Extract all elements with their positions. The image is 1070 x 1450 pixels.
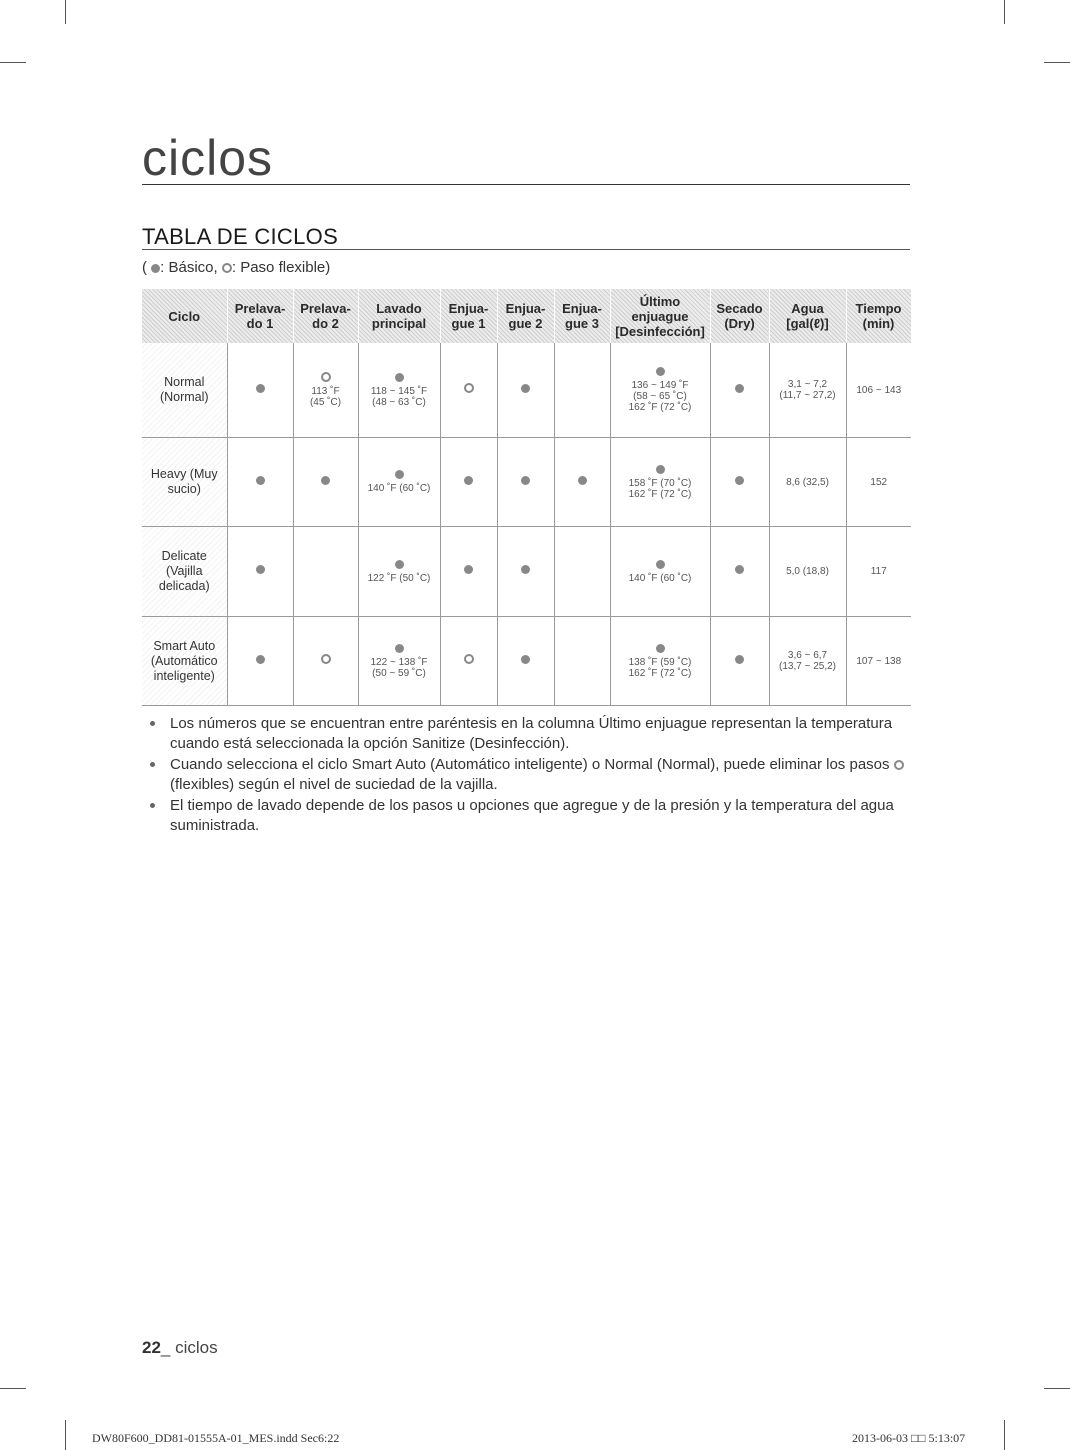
cell-text: 140 ˚F (60 ˚C) bbox=[628, 572, 692, 584]
cell-text: 140 ˚F (60 ˚C) bbox=[367, 483, 431, 494]
crop-mark bbox=[1044, 62, 1070, 63]
table-heading-text: TABLA DE CICLOS bbox=[142, 224, 339, 249]
table-cell bbox=[497, 438, 554, 527]
table-cell bbox=[610, 527, 710, 617]
table-row bbox=[142, 527, 911, 617]
crop-mark bbox=[1044, 1388, 1070, 1389]
legend-paren: ( bbox=[142, 259, 147, 276]
open-dot-icon bbox=[894, 760, 904, 770]
full-dot-icon bbox=[578, 476, 587, 485]
bullet-icon bbox=[150, 762, 155, 767]
section-title bbox=[142, 132, 910, 185]
bullet-icon bbox=[150, 721, 155, 726]
table-cell bbox=[846, 438, 911, 527]
page-label: _ ciclos bbox=[160, 1338, 218, 1357]
date-slug: 2013-06-03 □□ 5:13:07 bbox=[852, 1431, 966, 1445]
cell-text: 158 ˚F (70 ˚C) 162 ˚F (72 ˚C) bbox=[628, 477, 692, 500]
full-dot-icon bbox=[735, 476, 744, 485]
column-header: Prelava- do 1 bbox=[227, 289, 293, 343]
crop-mark bbox=[1004, 0, 1005, 24]
full-dot-icon bbox=[521, 476, 530, 485]
table-cell bbox=[497, 527, 554, 617]
legend-basic-label: : Básico, bbox=[160, 259, 218, 276]
table-row bbox=[142, 343, 911, 438]
note-text: Los números que se encuentran entre paréntesis en la columna Último enjuague representan la temperatura cuando está seleccionada la opción Sanitize (Desinfección). bbox=[170, 715, 893, 752]
table-cell bbox=[497, 617, 554, 706]
open-dot-icon bbox=[321, 654, 331, 664]
crop-mark bbox=[65, 1420, 66, 1450]
table-cell bbox=[358, 617, 440, 706]
table-cell bbox=[497, 343, 554, 438]
table-heading bbox=[142, 224, 910, 250]
cycle-name: Delicate (Vajilla delicada) bbox=[142, 527, 227, 617]
full-dot-icon bbox=[464, 565, 473, 574]
cell-text: 118 ~ 145 ˚F (48 ~ 63 ˚C) bbox=[370, 385, 428, 408]
cell-text: 106 ~ 143 bbox=[856, 384, 902, 396]
table-cell bbox=[554, 343, 610, 438]
full-dot-icon bbox=[256, 384, 265, 393]
cell-text: 136 ~ 149 ˚F (58 ~ 65 ˚C) 162 ˚F (72 ˚C) bbox=[628, 380, 692, 413]
table-cell bbox=[554, 617, 610, 706]
table-cell bbox=[293, 438, 358, 527]
full-dot-icon bbox=[151, 264, 160, 273]
file-slug: DW80F600_DD81-01555A-01_MES.indd Sec6:22 bbox=[92, 1431, 340, 1445]
full-dot-icon bbox=[395, 373, 404, 382]
column-header: Último enjuague [Desinfección] bbox=[610, 289, 710, 343]
open-dot-icon bbox=[464, 383, 474, 393]
table-cell bbox=[769, 527, 846, 617]
table-cell bbox=[554, 527, 610, 617]
full-dot-icon bbox=[735, 655, 744, 664]
cell-text: 3,1 ~ 7,2 (11,7 ~ 27,2) bbox=[779, 379, 836, 401]
cell-text: 152 bbox=[870, 476, 888, 488]
table-cell bbox=[710, 343, 769, 438]
table-cell bbox=[610, 343, 710, 438]
column-header: Tiempo (min) bbox=[846, 289, 911, 343]
table-cell bbox=[769, 617, 846, 706]
cell-text: 122 ~ 138 ˚F (50 ~ 59 ˚C) bbox=[370, 656, 428, 679]
full-dot-icon bbox=[464, 476, 473, 485]
column-header: Secado (Dry) bbox=[710, 289, 769, 343]
full-dot-icon bbox=[656, 465, 665, 474]
table-body bbox=[142, 343, 911, 706]
table-row bbox=[142, 438, 911, 527]
cycle-name: Heavy (Muy sucio) bbox=[142, 438, 227, 527]
table-cell bbox=[293, 527, 358, 617]
cycle-table bbox=[142, 289, 912, 706]
cell-text: 138 ˚F (59 ˚C) 162 ˚F (72 ˚C) bbox=[628, 656, 692, 679]
crop-mark bbox=[0, 1388, 26, 1389]
open-dot-icon bbox=[321, 372, 331, 382]
note-item bbox=[150, 755, 910, 795]
cycle-name: Normal (Normal) bbox=[142, 343, 227, 438]
full-dot-icon bbox=[321, 476, 330, 485]
column-header: Lavado principal bbox=[358, 289, 440, 343]
cell-text: 3,6 ~ 6,7 (13,7 ~ 25,2) bbox=[779, 650, 836, 672]
full-dot-icon bbox=[395, 470, 404, 479]
table-cell bbox=[440, 343, 497, 438]
table-cell bbox=[710, 527, 769, 617]
table-cell bbox=[846, 617, 911, 706]
table-cell bbox=[610, 438, 710, 527]
cell-text: 122 ˚F (50 ˚C) bbox=[367, 572, 431, 584]
legend bbox=[142, 259, 330, 276]
full-dot-icon bbox=[256, 565, 265, 574]
section-title-text: ciclos bbox=[142, 130, 274, 186]
crop-mark bbox=[0, 62, 26, 63]
column-header: Enjua- gue 2 bbox=[497, 289, 554, 343]
note-item bbox=[150, 796, 910, 836]
open-dot-icon bbox=[464, 654, 474, 664]
note-item bbox=[150, 714, 910, 754]
column-header: Agua [gal(ℓ)] bbox=[769, 289, 846, 343]
table-cell bbox=[293, 617, 358, 706]
table-cell bbox=[227, 343, 293, 438]
page-footer bbox=[142, 1338, 218, 1358]
table-cell bbox=[846, 343, 911, 438]
note-text: Cuando selecciona el ciclo Smart Auto (Automático inteligente) o Normal (Normal), puede eliminar los pasos bbox=[170, 756, 890, 773]
open-dot-icon bbox=[222, 263, 232, 273]
column-header: Enjua- gue 3 bbox=[554, 289, 610, 343]
table-cell bbox=[358, 527, 440, 617]
note-text: (flexibles) según el nivel de suciedad de la vajilla. bbox=[170, 776, 498, 793]
full-dot-icon bbox=[395, 560, 404, 569]
table-cell bbox=[293, 343, 358, 438]
table-cell bbox=[554, 438, 610, 527]
legend-flexible-label: : Paso flexible) bbox=[231, 259, 331, 276]
table-cell bbox=[358, 343, 440, 438]
full-dot-icon bbox=[656, 644, 665, 653]
full-dot-icon bbox=[256, 655, 265, 664]
full-dot-icon bbox=[735, 384, 744, 393]
column-header: Enjua- gue 1 bbox=[440, 289, 497, 343]
page-number: 22 bbox=[142, 1338, 161, 1357]
table-cell bbox=[610, 617, 710, 706]
table-cell bbox=[440, 617, 497, 706]
full-dot-icon bbox=[395, 644, 404, 653]
full-dot-icon bbox=[521, 655, 530, 664]
table-cell bbox=[846, 527, 911, 617]
table-cell bbox=[227, 527, 293, 617]
table-header-row bbox=[142, 289, 911, 343]
full-dot-icon bbox=[656, 367, 665, 376]
table-cell bbox=[358, 438, 440, 527]
table-cell bbox=[710, 617, 769, 706]
note-text: El tiempo de lavado depende de los pasos u opciones que agregue y de la presión y la temperatura del agua suministrada. bbox=[170, 797, 894, 834]
cell-text: 5,0 (18,8) bbox=[786, 566, 829, 577]
table-cell bbox=[227, 438, 293, 527]
crop-mark bbox=[65, 0, 66, 24]
column-header: Ciclo bbox=[142, 289, 227, 343]
full-dot-icon bbox=[256, 476, 265, 485]
full-dot-icon bbox=[521, 384, 530, 393]
table-cell bbox=[769, 438, 846, 527]
cell-text: 117 bbox=[870, 566, 887, 577]
cell-text: 107 ~ 138 bbox=[856, 655, 902, 667]
cell-text: 113 ˚F (45 ˚C) bbox=[309, 386, 342, 408]
bullet-icon bbox=[150, 803, 155, 808]
crop-mark bbox=[1004, 1420, 1005, 1450]
column-header: Prelava- do 2 bbox=[293, 289, 358, 343]
table-cell bbox=[440, 438, 497, 527]
notes-list bbox=[150, 714, 910, 837]
cell-text: 8,6 (32,5) bbox=[786, 476, 829, 488]
cycle-name: Smart Auto (Automático inteligente) bbox=[142, 617, 227, 706]
full-dot-icon bbox=[656, 560, 665, 569]
table-cell bbox=[710, 438, 769, 527]
table-cell bbox=[227, 617, 293, 706]
full-dot-icon bbox=[521, 565, 530, 574]
full-dot-icon bbox=[735, 565, 744, 574]
table-row bbox=[142, 617, 911, 706]
table-cell bbox=[769, 343, 846, 438]
table-cell bbox=[440, 527, 497, 617]
